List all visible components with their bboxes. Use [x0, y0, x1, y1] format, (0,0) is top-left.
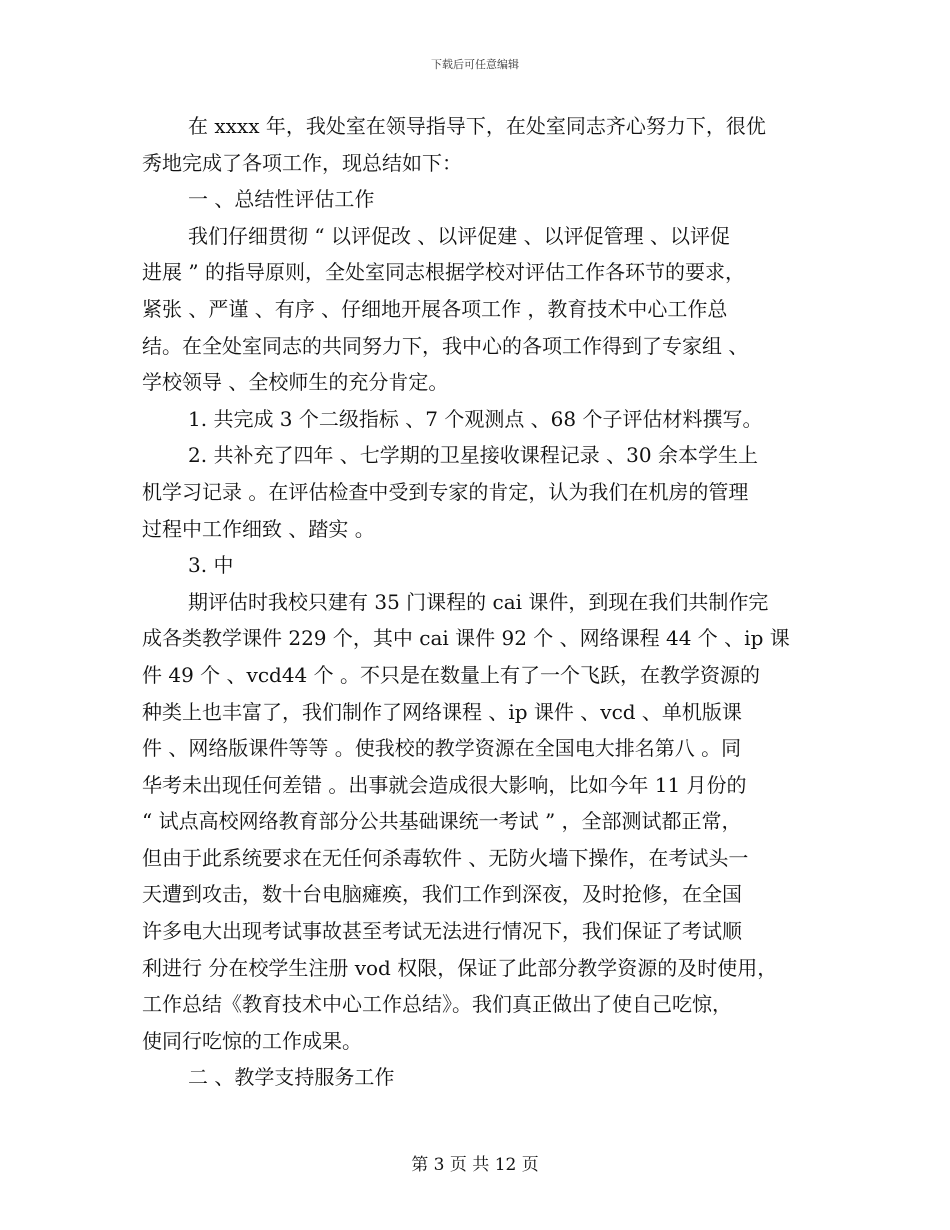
text-line: “ 试点高校网络教育部分公共基础课统一考试 ” ，全部测试都正常， — [142, 809, 742, 834]
text-line: 但由于此系统要求在无任何杀毒软件 、无防火墙下操作，在考试头一 — [142, 845, 749, 870]
text-line: 2. 共补充了四年 、七学期的卫星接收课程记录 、30 余本学生上 — [188, 443, 758, 468]
text-line: 使同行吃惊的工作成果。 — [142, 1028, 362, 1053]
text-line: 二 、教学支持服务工作 — [188, 1065, 395, 1090]
text-line: 在 xxxx 年，我处室在领导指导下，在处室同志齐心努力下，很优 — [188, 114, 766, 138]
text-line: 结。在全处室同志的共同努力下，我中心的各项工作得到了专家组 、 — [142, 333, 749, 358]
document-body — [142, 108, 814, 1096]
text-line: 学校领导 、全校师生的充分肯定。 — [142, 370, 449, 395]
text-line: 一 、总结性评估工作 — [188, 187, 375, 212]
text-line: 许多电大出现考试事故甚至考试无法进行情况下，我们保证了考试顺 — [142, 919, 742, 944]
text-line: 期评估时我校只建有 35 门课程的 cai 课件，到现在我们共制作完 — [188, 589, 769, 614]
text-line: 种类上也丰富了，我们制作了网络课程 、ip 课件 、vcd 、单机版课 — [142, 699, 742, 724]
text-line: 1. 共完成 3 个二级指标 、7 个观测点 、68 个子评估材料撰写。 — [188, 406, 763, 431]
text-line: 华考未出现任何差错 。出事就会造成很大影响，比如今年 11 月份的 — [142, 772, 747, 797]
text-line: 工作总结《教育技术中心工作总结》。我们真正做出了使自己吃惊， — [142, 992, 732, 1017]
text-line: 进展 ” 的指导原则，全处室同志根据学校对评估工作各环节的要求， — [142, 260, 745, 285]
text-line: 件 49 个 、vcd44 个 。不只是在数量上有了一个飞跃，在教学资源的 — [142, 662, 760, 687]
text-line: 过程中工作细致 、踏实 。 — [142, 516, 375, 541]
text-line: 我们仔细贯彻 “ 以评促改 、以评促建 、以评促管理 、以评促 — [188, 223, 731, 248]
text-line: 利进行 分在校学生注册 vod 权限，保证了此部分教学资源的及时使用， — [142, 955, 778, 980]
text-line: 天遭到攻击，数十台电脑瘫痪，我们工作到深夜，及时抢修，在全国 — [142, 882, 742, 907]
text-line: 成各类教学课件 229 个，其中 cai 课件 92 个 、网络课程 44 个 、ip 课 — [142, 626, 790, 651]
text-line: 机学习记录 。在评估检查中受到专家的肯定，认为我们在机房的管理 — [142, 479, 749, 504]
text-line: 秀地完成了各项工作，现总结如下： — [142, 150, 462, 175]
page-number-footer: 第 3 页 共 12 页 — [411, 1155, 539, 1175]
text-line: 紧张 、严谨 、有序 、仔细地开展各项工作 ，教育技术中心工作总 — [142, 296, 728, 321]
text-line: 3. 中 — [188, 553, 234, 578]
text-line: 件 、网络版课件等等 。使我校的教学资源在全国电大排名第八 。同 — [142, 736, 742, 761]
header-note: 下载后可任意编辑 — [431, 58, 519, 71]
